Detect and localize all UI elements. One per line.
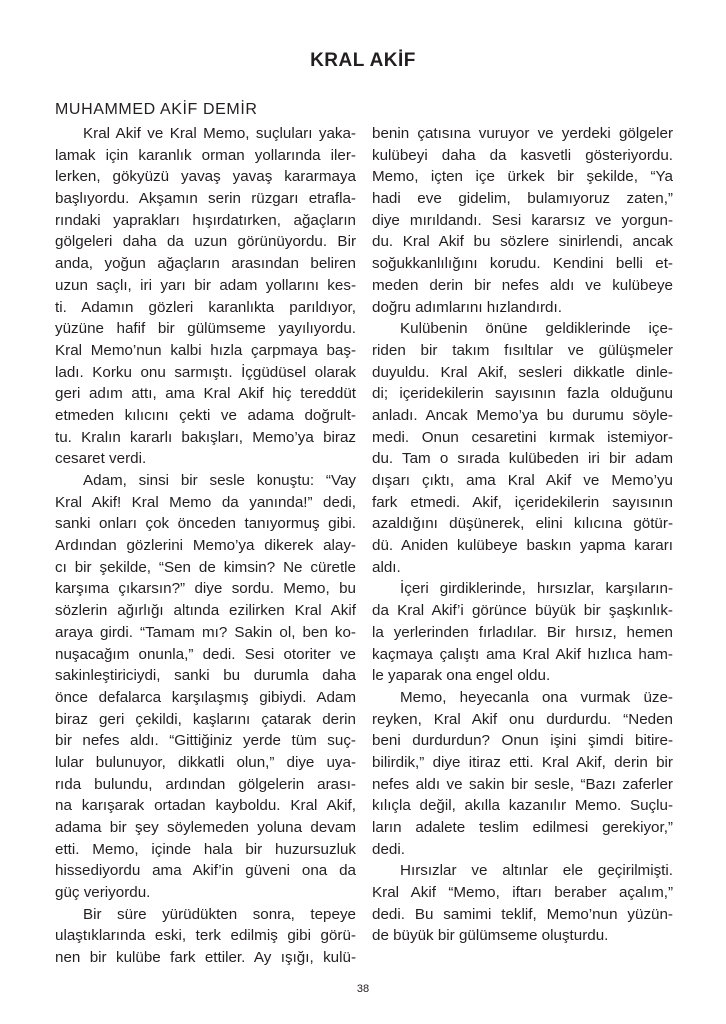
text-line: dedi. Bu samimi teklif, Memo’nun yüzün- <box>372 905 673 923</box>
text-line: ların adalete teslim edilmesi gerekiyor,” <box>372 819 673 836</box>
text-line: sanki onları çok önceden tanıyormuş gibi. <box>55 515 356 533</box>
text-line: araya girdi. “Tamam mı? Sakin ol, ben ko- <box>55 623 356 641</box>
author-name: MUHAMMED AKİF DEMİR <box>55 101 258 118</box>
text-line: cesaret verdi. <box>55 450 147 468</box>
text-line: tu. Kralın kararlı bakışları, Memo’ya biraz <box>55 428 356 446</box>
text-line: Kral Akif “Memo, iftarı beraber açalım,” <box>372 884 673 902</box>
text-line: Kral Akif! Kral Memo da yanında!” dedi, <box>55 493 356 511</box>
text-line: reyken, Kral Akif onu durdurdu. “Neden <box>372 710 673 728</box>
text-line: önce defalarca karşılaşmış gibiydi. Adam <box>55 688 356 706</box>
text-line: rıda bulundu, ardından gölgelerin arası- <box>55 775 356 793</box>
text-line: uzun saçlı, iri yarı bir adam yollarını kes- <box>55 276 356 294</box>
text-line: hissediyordu ama Akif’in güveni ona da <box>55 862 356 880</box>
text-line: nefes aldı ve sakin bir sesle, “Bazı zaferler <box>372 775 673 793</box>
text-line: aldı. <box>372 558 401 576</box>
text-line: geri adım attı, ama Kral Akif hiç tereddüt <box>55 385 356 403</box>
text-line: Kral Akif ve Kral Memo, suçluları yaka- <box>83 125 356 142</box>
text-line: lamak için karanlık orman yollarında iler- <box>55 146 356 164</box>
text-line: le yaparak ona engel oldu. <box>372 667 551 685</box>
text-line: meden derin bir nefes aldı ve kulübeye <box>372 276 673 294</box>
text-line: di; içeridekilerin sayısının fazla olduğunu <box>372 385 673 403</box>
text-line: bir nefes aldı. “Gittiğiniz yerde tüm suç- <box>55 732 356 750</box>
text-line: biraz geri çekildi, kaşlarını çatarak derin <box>55 710 356 728</box>
text-line: ulaştıklarında eski, terk edilmiş gibi görü- <box>55 927 356 945</box>
text-line: nen bir kulübe fark ettiler. Ay ışığı, kulü- <box>55 949 356 967</box>
text-line: fark etmedi. Akif, içeridekilerin sayısının <box>372 493 673 511</box>
text-line: la yerlerinden fırladılar. Bir hırsız, hemen <box>372 623 673 641</box>
right-text-column <box>372 123 673 947</box>
text-line: nuşacağım onunla,” dedi. Sesi otoriter ve <box>55 645 356 663</box>
text-line: bilirdik,” diye itiraz etti. Kral Akif, derin bir <box>372 753 673 771</box>
story-title: KRAL AKİF <box>310 50 416 71</box>
text-line: etmeden kılıcını çekti ve adama doğrult- <box>55 406 356 424</box>
text-line: ti. Adamın gözleri karanlıkta parıldıyor, <box>55 298 356 316</box>
text-line: kulübeyi daha da kasvetli gösteriyordu. <box>372 146 673 164</box>
text-line: rındaki yaprakları hışırdatırken, ağaçların <box>55 211 356 229</box>
text-line: anladı. Ancak Memo’ya bu durumu söyle- <box>372 406 673 424</box>
text-line: yüzüne hafif bir gülümseme yayılıyordu. <box>55 320 356 338</box>
text-line: beni durdurdun? Onun işini şimdi bitire- <box>372 732 673 750</box>
text-line: ladı. Korku onu sarmıştı. İçgüdüsel olarak <box>55 363 356 381</box>
text-line: karşıma çıkarsın?” diye sordu. Memo, bu <box>55 580 356 598</box>
text-line: cı bir şekilde, “Sen de kimsin? Ne cüretle <box>55 558 356 576</box>
text-line: sakinleştiriciydi, sanki bu durumla daha <box>55 667 356 685</box>
text-line: riden bir takım fısıltılar ve gülüşmeler <box>372 341 673 359</box>
text-line: kılıçla değil, akılla kazanılır Memo. Suçlu- <box>372 797 673 815</box>
text-line: Bir süre yürüdükten sonra, tepeye <box>83 905 356 923</box>
text-line: doğru adımlarını hızlandırdı. <box>372 298 562 316</box>
text-line: dışarı çıktı, ama Kral Akif ve Memo’yu <box>372 472 673 489</box>
text-line: İçeri girdiklerinde, hırsızlar, karşıların- <box>400 580 673 598</box>
text-line: Memo, heyecanla ona vurmak üze- <box>400 688 673 706</box>
text-line: soğukkanlılığını korudu. Kendini belli et- <box>372 255 673 273</box>
text-line: güç veriyordu. <box>55 884 151 902</box>
text-line: sözlerin ağırlığı altında ezilirken Kral Akif <box>55 602 356 620</box>
text-line: başlıyordu. Akşamın serin rüzgarı etrafla- <box>55 190 356 208</box>
text-line: na karışarak ortadan kayboldu. Kral Akif, <box>55 797 356 815</box>
text-line: Kulübenin önüne geldiklerinde içe- <box>400 320 673 338</box>
text-line: lerken, gökyüzü yavaş yavaş kararmaya <box>55 168 356 186</box>
text-line: gölgeleri daha da uzun görünüyordu. Bir <box>55 233 356 251</box>
text-line: Memo, içten içe ürkek bir şekilde, “Ya <box>372 168 673 186</box>
text-line: lular bulunuyor, dikkatli olun,” diye uya- <box>55 753 356 771</box>
left-text-column <box>55 123 356 969</box>
text-line: azaldığını düşünerek, elini kılıcına götür- <box>372 515 673 533</box>
text-line: benin çatısına vuruyor ve yerdeki gölgeler <box>372 125 673 142</box>
text-line: dü. Aniden kulübeye baskın yapma kararı <box>372 537 673 555</box>
text-line: du. Kral Akif bu sözlere sinirlendi, ancak <box>372 233 673 251</box>
text-line: medi. Onun cesaretini kırmak istemiyor- <box>372 428 673 446</box>
text-line: etti. Memo, içinde hala bir huzursuzluk <box>55 840 356 858</box>
text-line: adama bir şey söylemeden yoluna devam <box>55 819 356 836</box>
text-line: anda, yoğun ağaçların arasından beliren <box>55 255 356 273</box>
text-line: de büyük bir gülümseme oluşturdu. <box>372 927 609 945</box>
text-line: Adam, sinsi bir sesle konuştu: “Vay <box>83 472 356 489</box>
text-line: Hırsızlar ve altınlar ele geçirilmişti. <box>400 862 673 880</box>
text-line: du. Tam o sırada kulübeden iri bir adam <box>372 450 673 468</box>
text-line: duyuldu. Kral Akif, sesleri dikkatle dinle- <box>372 363 673 381</box>
text-line: hadi eve gidelim, bulamıyoruz zaten,” <box>372 190 673 208</box>
text-line: dedi. <box>372 840 405 858</box>
text-line: Kral Memo’nun kalbi hızla çarpmaya baş- <box>55 341 356 359</box>
page-number: 38 <box>356 983 370 995</box>
text-line: Ardından gözlerini Memo’ya dikerek alay- <box>55 537 356 555</box>
text-line: kaçmaya çalıştı ama Kral Akif hızlıca ham- <box>372 645 673 663</box>
text-line: diye mırıldandı. Sesi kararsız ve yorgun- <box>372 211 673 229</box>
text-line: da Kral Akif’i görünce büyük bir şaşkınlık- <box>372 602 673 620</box>
